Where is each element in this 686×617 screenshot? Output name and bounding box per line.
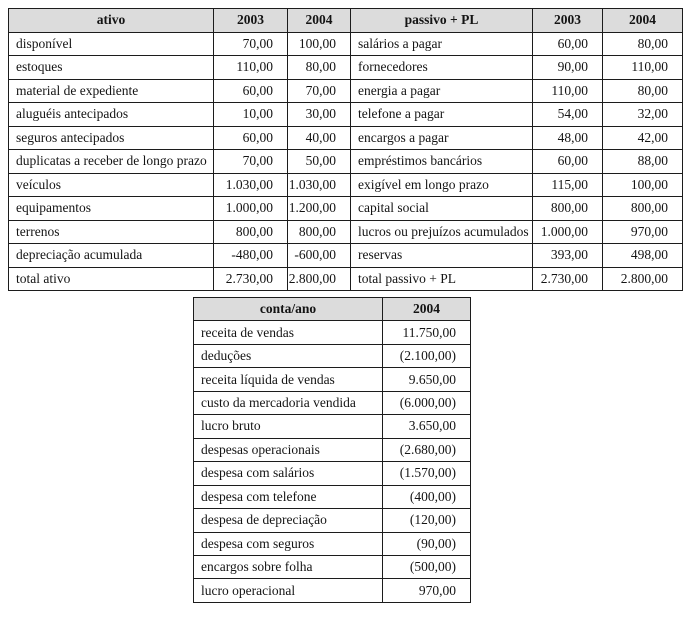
income-header-year-2004: 2004 [383,298,471,321]
asset-account-label: veículos [9,173,214,197]
table-row [194,438,471,461]
income-account-value: (400,00) [383,485,471,508]
liability-account-label: capital social [351,197,533,221]
asset-value-2004: -600,00 [288,244,351,268]
asset-account-label: material de expediente [9,79,214,103]
liability-account-label: telefone a pagar [351,103,533,127]
income-account-value: (500,00) [383,555,471,578]
asset-value-2003: 1.030,00 [214,173,288,197]
liability-value-2004: 100,00 [603,173,683,197]
table-row [9,267,683,291]
asset-value-2004: 1.200,00 [288,197,351,221]
liability-value-2003: 54,00 [533,103,603,127]
assets-total-2003: 2.730,00 [214,267,288,291]
liability-value-2003: 60,00 [533,32,603,56]
liability-value-2003: 60,00 [533,150,603,174]
income-account-label: lucro operacional [194,579,383,603]
table-row [9,32,683,56]
asset-value-2003: 1.000,00 [214,197,288,221]
liability-account-label: fornecedores [351,56,533,80]
liability-value-2003: 800,00 [533,197,603,221]
table-row [9,150,683,174]
liability-value-2003: 393,00 [533,244,603,268]
liability-value-2004: 80,00 [603,32,683,56]
income-account-value: (120,00) [383,509,471,532]
liability-account-label: lucros ou prejuízos acumulados [351,220,533,244]
assets-header-year-2004: 2004 [288,9,351,33]
table-row [9,173,683,197]
liabilities-total-label: total passivo + PL [351,267,533,291]
income-account-label: lucro bruto [194,415,383,438]
liability-value-2004: 800,00 [603,197,683,221]
liability-value-2003: 90,00 [533,56,603,80]
asset-value-2003: 70,00 [214,150,288,174]
liability-value-2004: 32,00 [603,103,683,127]
liability-value-2004: 42,00 [603,126,683,150]
asset-value-2004: 100,00 [288,32,351,56]
income-account-value: 970,00 [383,579,471,603]
liability-account-label: empréstimos bancários [351,150,533,174]
liability-value-2004: 88,00 [603,150,683,174]
table-row [194,321,471,344]
asset-account-label: aluguéis antecipados [9,103,214,127]
asset-account-label: seguros antecipados [9,126,214,150]
assets-header-year-2003: 2003 [214,9,288,33]
asset-value-2004: 1.030,00 [288,173,351,197]
income-statement-table [193,297,471,603]
income-account-label: despesas operacionais [194,438,383,461]
income-account-value: (6.000,00) [383,391,471,414]
liability-value-2003: 1.000,00 [533,220,603,244]
liability-account-label: exigível em longo prazo [351,173,533,197]
liability-account-label: reservas [351,244,533,268]
table-row [194,368,471,391]
table-row [9,79,683,103]
assets-total-2004: 2.800,00 [288,267,351,291]
table-row [9,56,683,80]
liability-value-2004: 498,00 [603,244,683,268]
income-account-label: receita líquida de vendas [194,368,383,391]
income-account-value: (90,00) [383,532,471,555]
asset-account-label: depreciação acumulada [9,244,214,268]
income-account-value: (2.680,00) [383,438,471,461]
table-row [194,391,471,414]
asset-account-label: disponível [9,32,214,56]
table-row [194,462,471,485]
asset-account-label: estoques [9,56,214,80]
asset-value-2004: 70,00 [288,79,351,103]
liability-value-2004: 110,00 [603,56,683,80]
income-statement-header-row [194,298,471,321]
liability-account-label: salários a pagar [351,32,533,56]
liability-account-label: encargos a pagar [351,126,533,150]
table-row [9,126,683,150]
liabilities-total-2003: 2.730,00 [533,267,603,291]
table-row [9,244,683,268]
liability-value-2004: 970,00 [603,220,683,244]
income-account-label: despesa com telefone [194,485,383,508]
asset-value-2004: 50,00 [288,150,351,174]
income-account-value: 3.650,00 [383,415,471,438]
income-account-value: 11.750,00 [383,321,471,344]
asset-value-2004: 80,00 [288,56,351,80]
table-row [9,103,683,127]
assets-total-label: total ativo [9,267,214,291]
liability-value-2003: 48,00 [533,126,603,150]
table-row [9,197,683,221]
asset-value-2003: 70,00 [214,32,288,56]
income-account-label: despesa com salários [194,462,383,485]
table-row [194,509,471,532]
asset-value-2003: 60,00 [214,126,288,150]
asset-value-2004: 40,00 [288,126,351,150]
asset-account-label: duplicatas a receber de longo prazo [9,150,214,174]
income-account-label: custo da mercadoria vendida [194,391,383,414]
liabilities-header-year-2004: 2004 [603,9,683,33]
income-header-title: conta/ano [194,298,383,321]
asset-account-label: terrenos [9,220,214,244]
liability-value-2003: 110,00 [533,79,603,103]
asset-value-2004: 30,00 [288,103,351,127]
income-account-value: 9.650,00 [383,368,471,391]
table-row [194,555,471,578]
table-row [194,485,471,508]
asset-value-2003: 110,00 [214,56,288,80]
income-account-value: (2.100,00) [383,344,471,367]
asset-value-2003: 10,00 [214,103,288,127]
income-account-value: (1.570,00) [383,462,471,485]
income-account-label: encargos sobre folha [194,555,383,578]
liability-value-2003: 115,00 [533,173,603,197]
assets-header-title: ativo [9,9,214,33]
liability-account-label: energia a pagar [351,79,533,103]
asset-value-2003: -480,00 [214,244,288,268]
liability-value-2004: 80,00 [603,79,683,103]
asset-value-2003: 60,00 [214,79,288,103]
income-account-label: deduções [194,344,383,367]
asset-value-2003: 800,00 [214,220,288,244]
liabilities-total-2004: 2.800,00 [603,267,683,291]
income-account-label: receita de vendas [194,321,383,344]
balance-sheet-table [8,8,683,291]
table-row [194,579,471,603]
liabilities-header-title: passivo + PL [351,9,533,33]
table-row [9,220,683,244]
table-row [194,344,471,367]
income-account-label: despesa de depreciação [194,509,383,532]
balance-sheet-header-row [9,9,683,33]
asset-value-2004: 800,00 [288,220,351,244]
income-account-label: despesa com seguros [194,532,383,555]
liabilities-header-year-2003: 2003 [533,9,603,33]
table-row [194,415,471,438]
asset-account-label: equipamentos [9,197,214,221]
table-row [194,532,471,555]
